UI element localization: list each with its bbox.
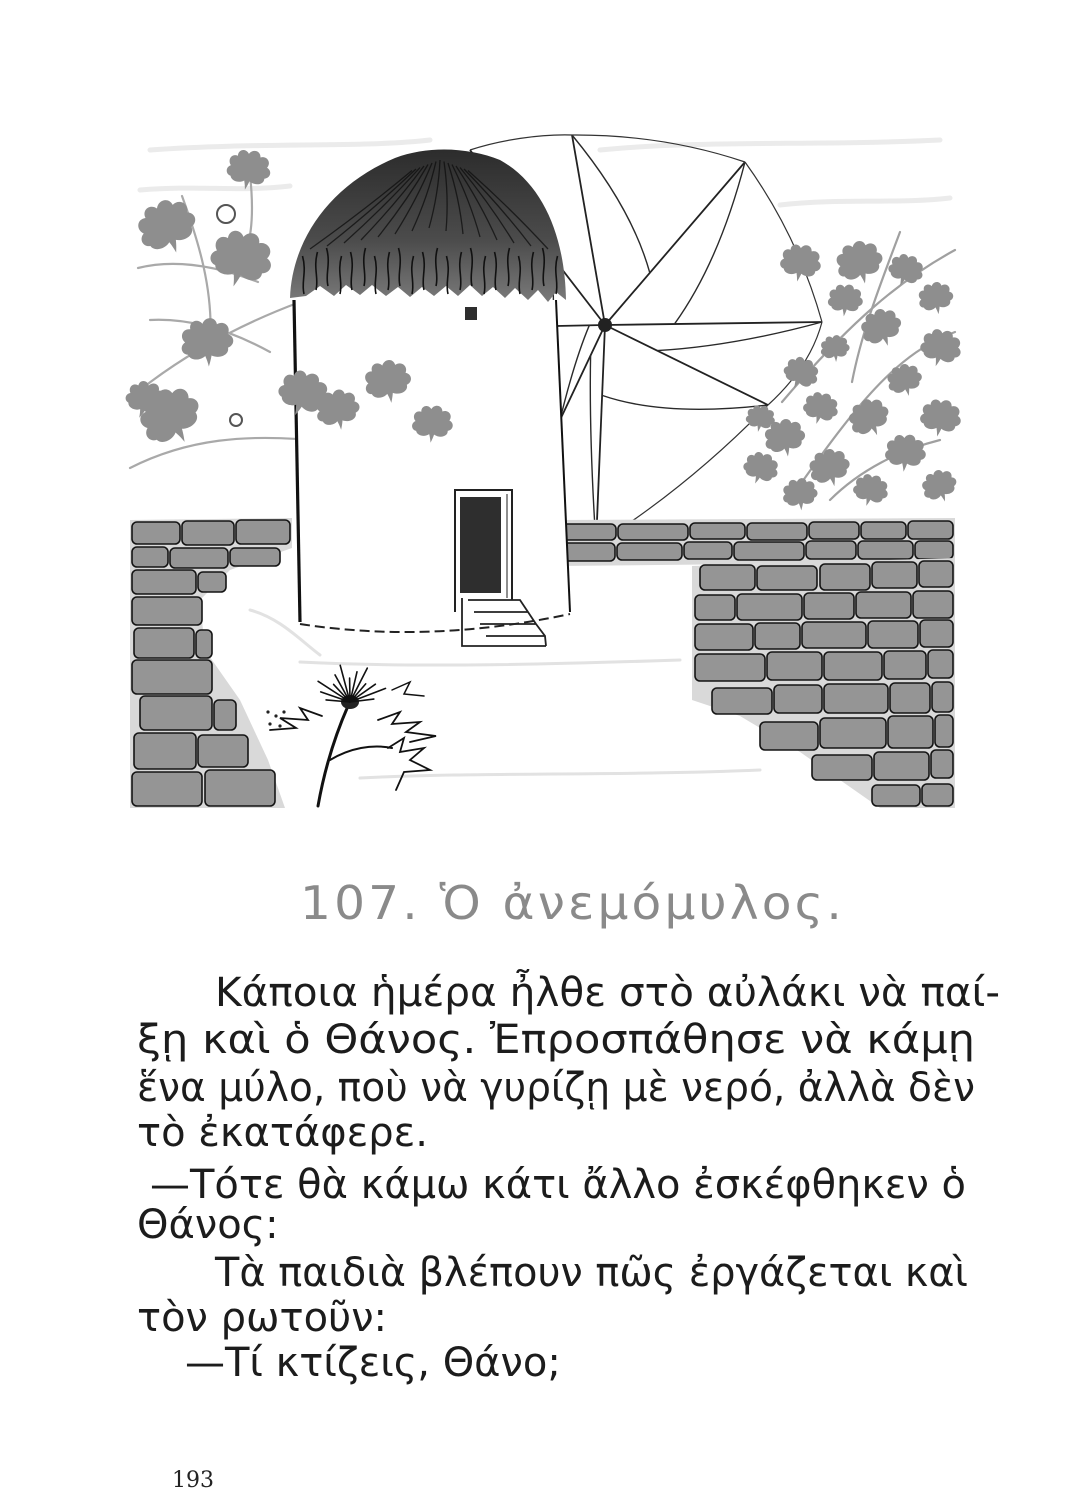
tower-body [294, 298, 570, 629]
stone [695, 595, 735, 620]
sail-arm [605, 162, 745, 325]
sail-arm [572, 135, 605, 325]
thistle-leaf [388, 738, 430, 790]
windmill-tower [294, 298, 570, 646]
stone [919, 561, 953, 587]
stone [196, 630, 212, 658]
fig-leaf [856, 304, 907, 353]
stone [767, 652, 822, 680]
thistle-seed [282, 710, 285, 713]
stone [214, 700, 236, 730]
sail-rope [745, 162, 822, 322]
sail-arm [605, 325, 768, 405]
stone [922, 784, 953, 806]
stone [908, 521, 953, 539]
thistle-seed [274, 714, 277, 717]
fig-leaf [827, 283, 864, 318]
stone [755, 623, 800, 649]
stone [824, 652, 882, 680]
stone [806, 541, 856, 559]
fig-leaf [800, 389, 842, 429]
fig-leaf [820, 334, 851, 363]
thistle-seed [268, 722, 271, 725]
text-line: —Τί κτίζεις, Θάνο; [185, 1340, 561, 1386]
lesson-number: 107. [300, 876, 421, 930]
stone [861, 522, 906, 539]
stone [935, 715, 953, 747]
stone [856, 592, 911, 618]
stone [812, 755, 872, 780]
lesson-title [300, 876, 845, 930]
fig-leaf [918, 396, 964, 440]
stone [712, 688, 772, 714]
stone [198, 735, 248, 767]
stone [684, 542, 732, 559]
stone [236, 520, 290, 544]
tower-window [465, 307, 477, 320]
windmill-roof [290, 150, 566, 302]
fig-leaf [843, 393, 896, 444]
sail-hub [598, 318, 612, 332]
sail-rope [572, 135, 745, 162]
thistle-seed [278, 724, 281, 727]
text-line: ἕνα μύλο, ποὺ νὰ γυρίζῃ μὲ νερό, ἀλλὰ δὲν [137, 1065, 975, 1111]
fig-fruit [230, 414, 242, 426]
text-line: ξῃ καὶ ὁ Θάνος. Ἐπροσπάθησε νὰ κάμῃ [137, 1017, 975, 1063]
thistle-seed [266, 710, 269, 713]
stone [690, 523, 745, 539]
thistle-leaf [378, 712, 436, 742]
stone [132, 660, 212, 694]
fig-leaf [832, 236, 888, 289]
stone [913, 591, 953, 618]
stone [760, 722, 818, 750]
sky-texture-part [150, 140, 430, 150]
stone [617, 543, 682, 560]
thistle-leaf [270, 708, 322, 730]
stone [931, 750, 953, 778]
stone [824, 684, 888, 713]
fig-leaf [884, 360, 926, 400]
stone [888, 716, 933, 748]
stone [757, 566, 817, 590]
sail-rope [470, 135, 572, 150]
stone [618, 524, 688, 540]
sky-texture-part [600, 140, 940, 150]
stone [920, 620, 953, 647]
stone [884, 651, 926, 679]
fig-leaf [918, 465, 962, 507]
thistle [266, 665, 436, 806]
text-line: Θάνος: [137, 1202, 279, 1248]
page-number: 193 [172, 1468, 214, 1493]
stone [737, 594, 802, 620]
stone [858, 541, 913, 559]
stone [809, 522, 859, 539]
sail-arm [556, 325, 605, 326]
sail-cloth [560, 325, 589, 420]
stone [932, 682, 953, 712]
stone [132, 772, 202, 806]
text-line: τὸν ρωτοῦν: [137, 1295, 388, 1341]
fig-leaf [179, 316, 235, 368]
stone [132, 597, 202, 625]
fig-leaf [916, 325, 965, 372]
door [460, 497, 501, 593]
fig-leaf [782, 477, 819, 512]
stone [820, 564, 870, 590]
stone [134, 733, 196, 769]
sail-arm [605, 322, 822, 325]
stone-wall-left [130, 518, 292, 808]
text-line: τὸ ἐκατάφερε. [137, 1110, 429, 1156]
stone [132, 570, 196, 594]
stone [132, 522, 180, 544]
text-line: Κάποια ἡμέρα ἦλθε στὸ αὐλάκι νὰ παί- [215, 970, 1000, 1016]
sky-texture-part [780, 198, 950, 205]
stone [734, 542, 804, 560]
stone [140, 696, 212, 730]
sail-arm [596, 325, 605, 545]
stone-wall-back [556, 518, 955, 566]
sail-cloth [674, 162, 745, 324]
stone [695, 624, 753, 650]
stone [695, 654, 765, 681]
stone [182, 521, 234, 545]
stone [802, 622, 866, 648]
stone [804, 593, 854, 619]
sky-texture-part [140, 186, 290, 190]
sail-cloth [602, 395, 768, 409]
fig-leaf [739, 448, 783, 490]
stone [230, 548, 280, 566]
sail-cloth [657, 322, 822, 351]
stone [170, 548, 228, 568]
fig-leaf [916, 280, 956, 318]
stone [874, 752, 929, 780]
thistle-branch [330, 747, 392, 761]
sail-arm [560, 325, 605, 420]
text-line: Τὰ παιδιὰ βλέπουν πῶς ἐργάζεται καὶ [215, 1250, 968, 1296]
stone [928, 650, 953, 678]
stone [747, 523, 807, 540]
stone [198, 572, 226, 592]
stone [132, 547, 168, 567]
stone [820, 718, 886, 748]
stone [700, 565, 755, 590]
fig-leaf [850, 471, 892, 511]
fig-leaf [778, 241, 824, 285]
stone [890, 683, 930, 713]
stone [868, 621, 918, 648]
fig-fruit [217, 205, 235, 223]
fig-leaves-right [739, 236, 965, 512]
thistle-leaf [392, 682, 424, 696]
stone [915, 541, 953, 559]
fig-leaf [778, 352, 823, 396]
ground-texture-part [300, 660, 680, 665]
fig-leaf [205, 224, 278, 294]
stone [872, 562, 917, 588]
stone [872, 785, 920, 806]
thistle-stem [318, 706, 348, 806]
stone [774, 685, 822, 713]
stone [134, 628, 194, 658]
stone [205, 770, 275, 806]
fig-leaf [884, 433, 928, 474]
text-line: —Τότε θὰ κάμω κάτι ἄλλο ἐσκέφθηκεν ὁ [150, 1162, 966, 1208]
sail-cloth [590, 355, 596, 545]
lesson-title-text: Ὁ ἀνεμόμυλος. [439, 876, 845, 930]
